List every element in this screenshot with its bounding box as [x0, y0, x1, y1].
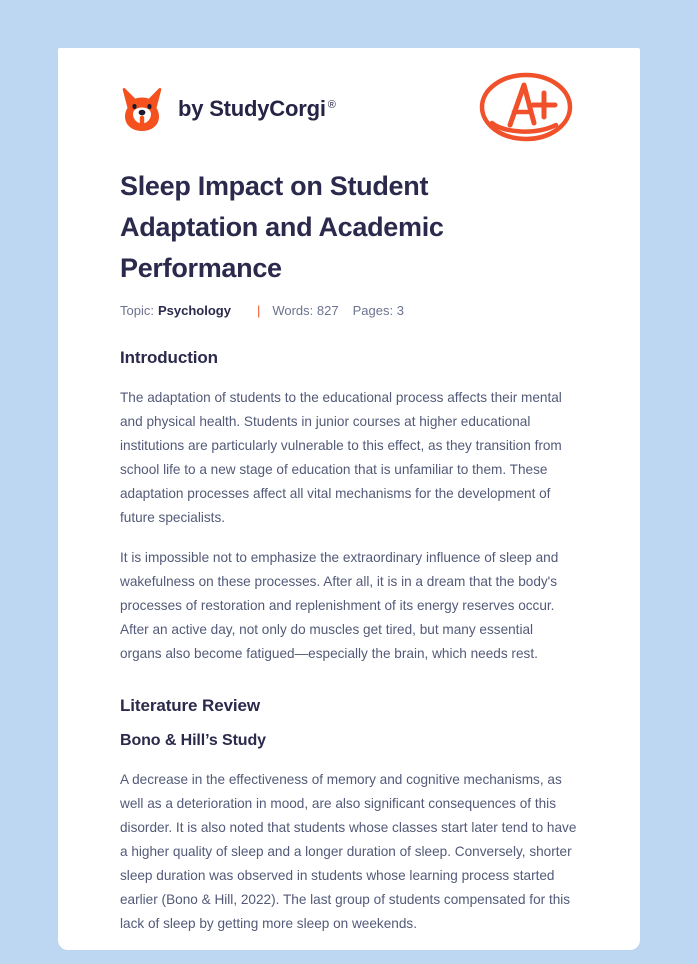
- registered-trademark-icon: ®: [327, 98, 336, 111]
- studycorgi-brand[interactable]: [120, 85, 336, 133]
- document-content-area: [58, 48, 640, 936]
- meta-separator: |: [256, 303, 261, 318]
- meta-words: [272, 303, 338, 318]
- meta-topic: [120, 303, 231, 318]
- meta-pages: [353, 303, 404, 318]
- brand-name-text: [178, 96, 336, 122]
- a-plus-badge-icon: [474, 65, 578, 153]
- document-page-sheet: [58, 48, 640, 950]
- document-meta: [120, 303, 578, 318]
- meta-words-label: Words:: [272, 303, 314, 318]
- corgi-logo-icon: [120, 85, 164, 133]
- document-header: [120, 48, 578, 152]
- page-title: Sleep Impact on Student Adaptation and Academic Performance: [120, 171, 444, 283]
- paragraph-bono-hill-1: A decrease in the effectiveness of memory and cognitive mechanisms, as well as a deterioration in mood, are also significant consequences of this disorder. It is also noted that students whose classes start later tend to have a higher quality of sleep and a longer duration of sleep. Conversely, shorter sleep duration was observed in students whose learning process started earlier (Bono & Hill, 2022). The last group of students compensated for this lack of sleep by getting more sleep on weekends.: [120, 772, 577, 931]
- brand-label: StudyCorgi: [209, 96, 326, 121]
- meta-topic-link[interactable]: Psychology: [157, 303, 231, 318]
- brand-prefix: by: [178, 96, 210, 121]
- meta-words-value: 827: [316, 303, 339, 318]
- section-heading-literature-review: Literature Review: [120, 696, 261, 715]
- meta-pages-value: 3: [396, 303, 404, 318]
- meta-topic-label: Topic:: [120, 303, 154, 318]
- section-heading-introduction: Introduction: [120, 348, 218, 367]
- paragraph-introduction-1: The adaptation of students to the educational process affects their mental and physical health. Students in junior courses at higher educational institutions are particularly vulnerable to this effect, as they transition from school life to a new stage of education that is unfamiliar to them. These adaptation processes affect all vital mechanisms for the development of future specialists.: [120, 390, 562, 525]
- section-heading-bono-hill-study: Bono & Hill’s Study: [120, 732, 266, 749]
- meta-pages-label: Pages:: [352, 303, 394, 318]
- paragraph-introduction-2: It is impossible not to emphasize the extraordinary influence of sleep and wakefulness on these processes. After all, it is in a dream that the body's processes of restoration and replenishment of its energy reserves occur. After an active day, not only do muscles get tired, but many essential organs also become fatigued—especially the brain, which needs rest.: [120, 550, 559, 661]
